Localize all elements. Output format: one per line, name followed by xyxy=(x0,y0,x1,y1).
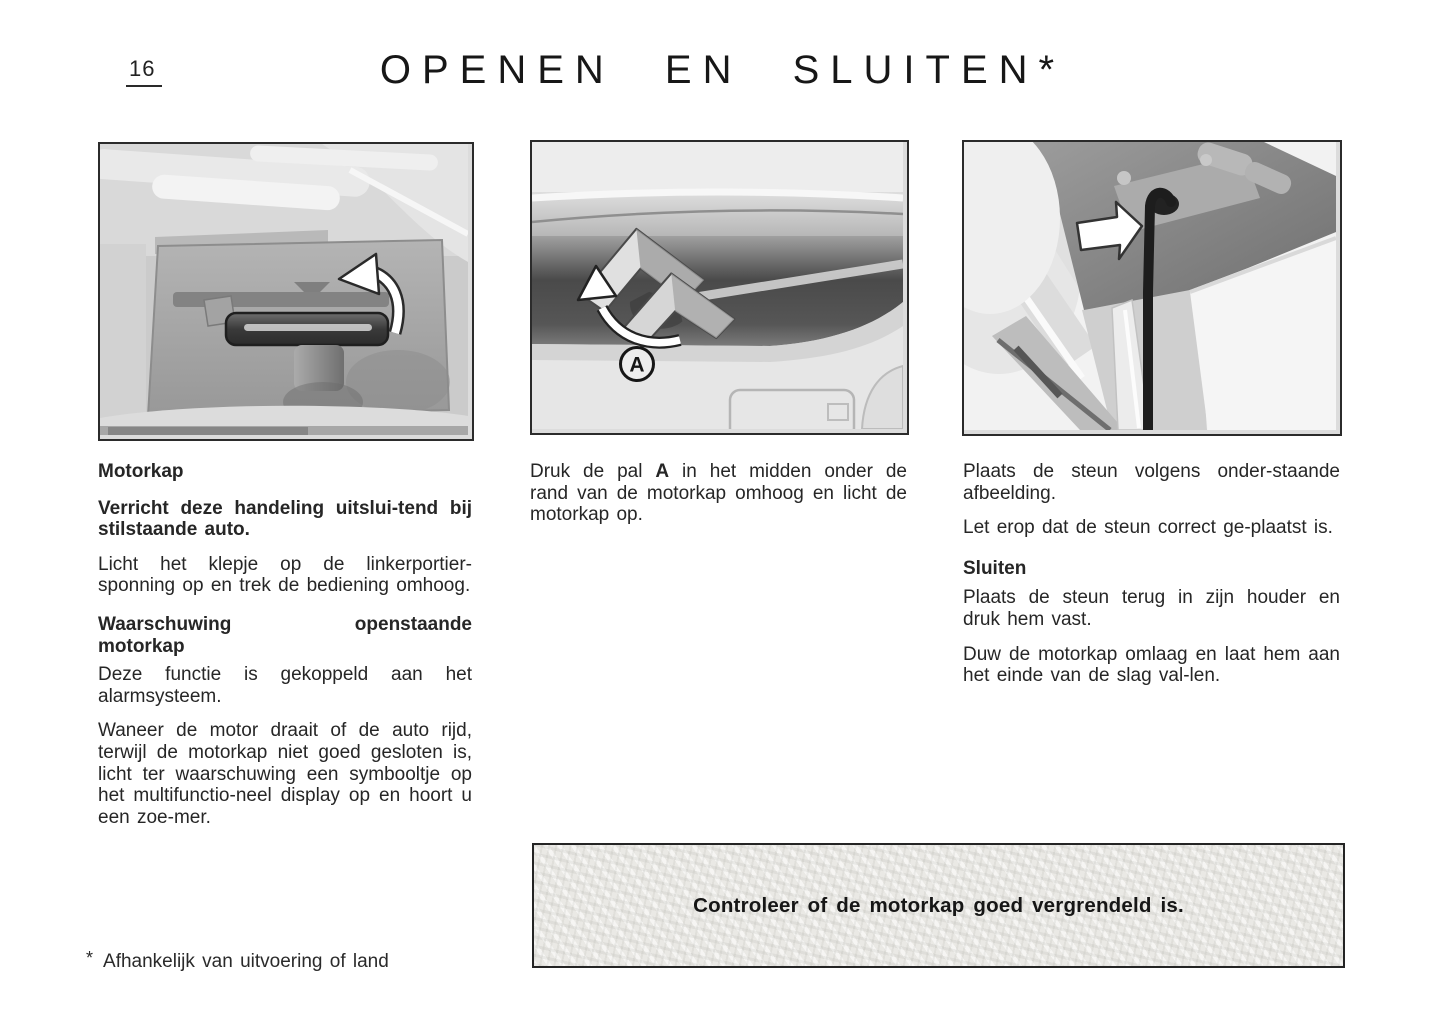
column-opening xyxy=(98,461,472,841)
column-support-and-close xyxy=(963,461,1340,700)
heading-motorkap: Motorkap xyxy=(98,461,184,482)
hood-release-lever-photo xyxy=(100,144,468,435)
figure-hood-support-rod xyxy=(962,140,1342,436)
svg-text:A: A xyxy=(629,353,645,377)
footnote-text: Afhankelijk van uitvoering of land xyxy=(103,951,389,972)
footnote-asterisk: * xyxy=(86,948,94,968)
page-title: OPENEN EN SLUITEN* xyxy=(379,48,1066,92)
footnote xyxy=(86,948,389,973)
para-warning-buzzer: Waneer de motor draait of de auto rijd, terwijl de motorkap niet goed gesloten is, licht ter waarschuwing een symbooltje op het multifunctio-neel display op en hoort u een zoe-mer. xyxy=(98,720,472,828)
column-latch xyxy=(530,461,907,539)
heading-sluiten: Sluiten xyxy=(963,557,1027,579)
latch-a-photo xyxy=(532,142,903,429)
label-a-badge xyxy=(621,348,654,381)
heading-warning-open-hood xyxy=(98,614,472,657)
para-push-hood-down: Duw de motorkap omlaag en laat hem aan het einde van de slag val-len. xyxy=(963,643,1340,687)
para-check-support: Let erop dat de steun correct ge-plaatst is. xyxy=(963,517,1333,539)
para-alarm-link: Deze functie is gekoppeld aan het alarmsysteem. xyxy=(98,664,472,707)
page-number: 16 xyxy=(126,56,162,87)
notice-text: Controleer of de motorkap goed vergrendeld is. xyxy=(693,893,1184,917)
para-open-procedure: Licht het klepje op de linkerportier-sponning op en trek de bediening omhoog. xyxy=(98,553,472,597)
figure-hood-release-lever xyxy=(98,142,474,441)
figure-latch-a xyxy=(530,140,909,435)
notice-box xyxy=(532,843,1345,968)
para-return-support: Plaats de steun terug in zijn houder en druk hem vast. xyxy=(963,587,1340,630)
hood-support-rod-photo xyxy=(964,142,1336,430)
para-latch-a: Druk de pal A in het midden onder de rand van de motorkap omhoog en licht de motorkap op. xyxy=(530,461,907,526)
heading-warning-line2: motorkap xyxy=(98,635,185,657)
heading-warning-line1: Waarschuwing openstaande xyxy=(98,613,472,635)
para-lead: Verricht deze handeling uitslui-tend bij stilstaande auto. xyxy=(98,497,472,541)
latch-a-reference: A xyxy=(655,461,670,482)
para-place-support: Plaats de steun volgens onder-staande afbeelding. xyxy=(963,461,1340,504)
